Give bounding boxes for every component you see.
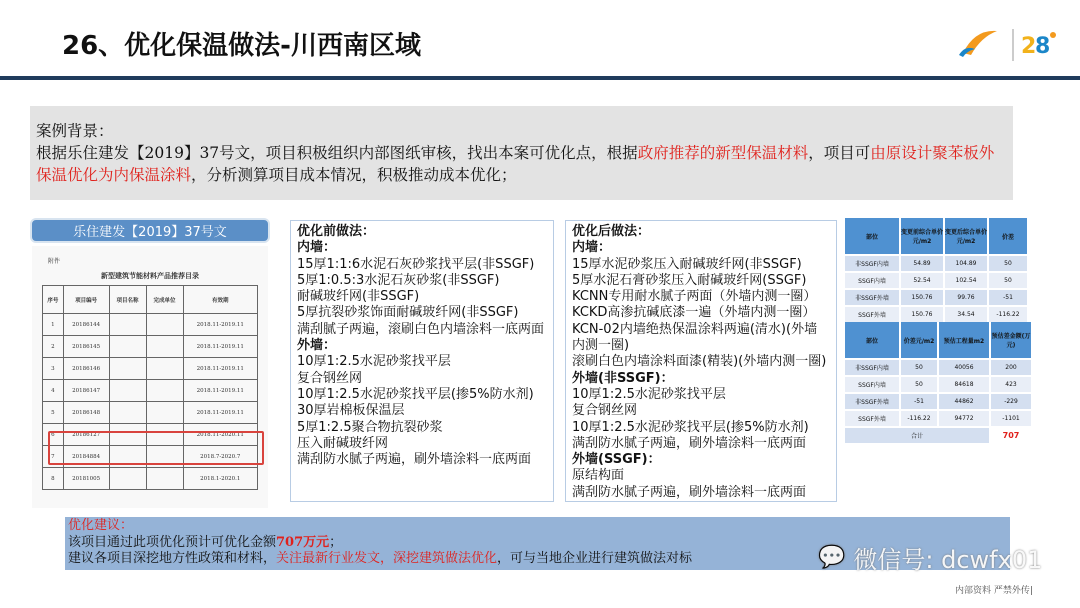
doc-cell: 5 xyxy=(43,402,64,424)
method-line: 15厚1:1:6水泥石灰砂浆找平层(非SSGF) xyxy=(297,256,535,272)
doc-cell: 2018.7-2020.7 xyxy=(183,446,257,468)
table-cell: 54.89 xyxy=(901,256,943,271)
doc-column-header: 完成单位 xyxy=(146,286,183,314)
table-cell: 50 xyxy=(901,377,937,392)
doc-cell: 2018.11-2020.11 xyxy=(183,424,257,446)
doc-cell: 6 xyxy=(43,424,64,446)
table-cell: 40056 xyxy=(939,360,989,375)
doc-cell xyxy=(146,380,183,402)
doc-cell: 2018.11-2019.11 xyxy=(183,314,257,336)
doc-row xyxy=(43,468,258,490)
total-value: 707 xyxy=(991,428,1031,443)
table-cell: 非SSGF外墙 xyxy=(845,290,899,305)
column-header: 变更后综合单价元/m2 xyxy=(945,218,987,254)
column-header: 部位 xyxy=(845,218,899,254)
text: 建议各项目深挖地方性政策和材料， xyxy=(68,551,277,566)
section-label: 外墙(非SSGF)： xyxy=(572,370,674,386)
doc-cell: 2018.1-2020.1 xyxy=(183,468,257,490)
table-cell: 150.76 xyxy=(901,307,943,322)
table-cell: 423 xyxy=(991,377,1031,392)
attachment-label: 附件 xyxy=(48,258,61,265)
page-title: 26、优化保温做法-川西南区域 xyxy=(62,31,421,61)
doc-column-header: 项目名称 xyxy=(109,286,146,314)
total-row xyxy=(845,428,1031,443)
method-line: KCN-02内墙绝热保温涂料两遍(清水)(外墙内测一圈) xyxy=(572,321,818,354)
doc-cell: 8 xyxy=(43,468,64,490)
table-cell: 84618 xyxy=(939,377,989,392)
doc-cell: 2018.11-2019.11 xyxy=(183,336,257,358)
doc-row xyxy=(43,336,258,358)
table-cell: 非SSGF内墙 xyxy=(845,256,899,271)
doc-cell: 20184884 xyxy=(63,446,109,468)
method-line: 10厚1:2.5水泥砂浆找平层(掺5%防水剂) xyxy=(572,419,809,435)
method-line: KCKD高渗抗碱底漆一遍（外墙内测一圈） xyxy=(572,305,816,321)
total-label: 合计 xyxy=(845,428,989,443)
table-cell: -1101 xyxy=(991,411,1031,426)
table-cell: 94772 xyxy=(939,411,989,426)
footer-note: 内部资料 严禁外传| xyxy=(955,586,1033,596)
doc-cell: 20181005 xyxy=(63,468,109,490)
svg-text:2: 2 xyxy=(1021,34,1037,59)
table-cell: 50 xyxy=(989,256,1027,271)
advice-label: 优化建议： xyxy=(68,518,134,533)
doc-cell xyxy=(146,314,183,336)
box-heading: 优化前做法： xyxy=(297,224,376,239)
doc-cell xyxy=(109,468,146,490)
table-cell: -116.22 xyxy=(989,307,1027,322)
doc-row xyxy=(43,402,258,424)
method-line: KCNN专用耐水腻子两面（外墙内测一圈） xyxy=(572,289,817,305)
highlight-text: 由原设计聚苯板外保温优化为内保温涂料 xyxy=(36,144,995,184)
doc-column-header: 序号 xyxy=(43,286,64,314)
table-cell: 200 xyxy=(991,360,1031,375)
method-line: 10厚1:2.5水泥砂浆找平层(掺5%防水剂) xyxy=(297,386,534,402)
doc-cell: 1 xyxy=(43,314,64,336)
table-header-row xyxy=(845,322,1031,358)
case-background xyxy=(30,106,1013,200)
method-line: 10厚1:2.5水泥砂浆找平层 xyxy=(297,354,451,370)
table-cell: -229 xyxy=(991,394,1031,409)
text: ，分析测算项目成本情况，积极推动成本优化； xyxy=(191,166,517,184)
document-title-banner: 乐住建发【2019】37号文 xyxy=(30,218,270,243)
doc-cell: 2018.11-2019.11 xyxy=(183,380,257,402)
doc-column-header: 有效期 xyxy=(183,286,257,314)
method-line: 30厚岩棉板保温层 xyxy=(297,403,405,419)
doc-column-header: 项目编号 xyxy=(63,286,109,314)
unit-price-table xyxy=(843,216,1029,324)
doc-cell: 7 xyxy=(43,446,64,468)
table-cell: 99.76 xyxy=(945,290,987,305)
text: ，项目可 xyxy=(808,144,871,162)
method-line: 滚刷白色内墙涂料面漆(精装)(外墙内测一圈) xyxy=(572,354,827,370)
background-text xyxy=(36,142,1007,186)
table-cell: SSGF内墙 xyxy=(845,273,899,288)
method-line: 耐碱玻纤网(非SSGF) xyxy=(297,289,420,305)
method-line: 压入耐碱玻纤网 xyxy=(297,435,389,451)
method-line: 满刮防水腻子两遍，刷外墙涂料一底两面 xyxy=(572,435,807,451)
table-row xyxy=(845,273,1027,288)
column-header: 预估工程量m2 xyxy=(939,322,989,358)
document-table-title: 新型建筑节能材料产品推荐目录 xyxy=(101,271,199,280)
background-label: 案例背景： xyxy=(36,122,114,140)
doc-cell: 2018.11-2019.11 xyxy=(183,402,257,424)
column-header: 变更前综合单价元/m2 xyxy=(901,218,943,254)
doc-cell: 20186148 xyxy=(63,402,109,424)
doc-cell xyxy=(109,314,146,336)
table-cell: -51 xyxy=(989,290,1027,305)
method-line: 5厚1:0.5:3水泥石灰砂浆(非SSGF) xyxy=(297,272,500,288)
section-label: 内墙： xyxy=(572,240,612,256)
table-cell: 非SSGF外墙 xyxy=(845,394,899,409)
box-heading: 优化后做法： xyxy=(572,224,651,239)
text: 该项目通过此项优化预计可优化金额 xyxy=(68,534,277,550)
doc-cell xyxy=(146,358,183,380)
table-cell: 52.54 xyxy=(901,273,943,288)
doc-row xyxy=(43,314,258,336)
doc-cell xyxy=(109,380,146,402)
method-line: 复合钢丝网 xyxy=(297,370,363,386)
table-cell: -116.22 xyxy=(901,411,937,426)
doc-cell xyxy=(146,402,183,424)
table-cell: 50 xyxy=(989,273,1027,288)
cost-difference-table xyxy=(843,320,1033,445)
highlight-text: 关注最新行业发文，深挖建筑做法优化 xyxy=(276,551,498,566)
doc-cell: 20186127 xyxy=(63,424,109,446)
section-label: 外墙(SSGF)： xyxy=(572,452,661,468)
table-row xyxy=(845,377,1031,392)
table-row xyxy=(845,290,1027,305)
doc-cell xyxy=(109,402,146,424)
doc-cell: 2 xyxy=(43,336,64,358)
table-cell: SSGF外墙 xyxy=(845,307,899,322)
doc-cell: 20186145 xyxy=(63,336,109,358)
table-cell: 102.54 xyxy=(945,273,987,288)
after-optimization-box xyxy=(565,220,837,502)
method-line: 满刮防水腻子两遍，刷外墙涂料一底两面 xyxy=(297,452,532,468)
section-label: 外墙： xyxy=(297,338,337,354)
watermark xyxy=(818,540,1042,575)
wechat-icon: 💬 xyxy=(818,545,846,570)
doc-cell: 20186147 xyxy=(63,380,109,402)
table-cell: 50 xyxy=(901,360,937,375)
table-cell: 44862 xyxy=(939,394,989,409)
doc-cell xyxy=(109,358,146,380)
column-header: 价差 xyxy=(989,218,1027,254)
header-divider xyxy=(0,76,1080,80)
doc-row xyxy=(43,380,258,402)
table-row xyxy=(845,394,1031,409)
highlight-box xyxy=(48,431,264,465)
table-cell: SSGF内墙 xyxy=(845,377,899,392)
doc-cell xyxy=(109,336,146,358)
text: 根据乐住建发【2019】37号文，项目积极组织内部图纸审核，找出本案可优化点，根据 xyxy=(36,144,638,162)
method-line: 5厚抗裂砂浆饰面耐碱玻纤网(非SSGF) xyxy=(297,305,519,321)
doc-cell: 20186146 xyxy=(63,358,109,380)
table-cell: SSGF外墙 xyxy=(845,411,899,426)
text: ，可与当地企业进行建筑做法对标 xyxy=(497,551,693,566)
doc-cell xyxy=(146,468,183,490)
table-header-row xyxy=(845,218,1027,254)
table-cell: -51 xyxy=(901,394,937,409)
column-header: 价差元/m2 xyxy=(901,322,937,358)
company-logo xyxy=(955,25,1075,65)
highlight-text: 政府推荐的新型保温材料 xyxy=(637,144,809,162)
column-header: 部位 xyxy=(845,322,899,358)
table-row xyxy=(845,360,1031,375)
method-line: 原结构面 xyxy=(572,468,625,484)
doc-cell: 2018.11-2019.11 xyxy=(183,358,257,380)
section-label: 内墙： xyxy=(297,240,337,256)
svg-text:8: 8 xyxy=(1035,34,1051,59)
column-header: 预估差金额(万元) xyxy=(991,322,1031,358)
amount: 707万元 xyxy=(276,534,330,550)
doc-cell: 20186144 xyxy=(63,314,109,336)
table-cell: 150.76 xyxy=(901,290,943,305)
watermark-text: 微信号: dcwfx01 xyxy=(853,546,1043,574)
method-line: 10厚1:2.5水泥砂浆找平层 xyxy=(572,386,726,402)
before-optimization-box xyxy=(290,220,554,502)
table-cell: 34.54 xyxy=(945,307,987,322)
doc-cell: 4 xyxy=(43,380,64,402)
table-cell: 104.89 xyxy=(945,256,987,271)
table-cell: 非SSGF内墙 xyxy=(845,360,899,375)
method-line: 满刮腻子两遍，滚刷白色内墙涂料一底两面 xyxy=(297,321,545,337)
doc-cell: 3 xyxy=(43,358,64,380)
table-row xyxy=(845,411,1031,426)
method-line: 满刮防水腻子两遍，刷外墙涂料一底两面 xyxy=(572,484,807,500)
method-line: 5厚1:2.5聚合物抗裂砂浆 xyxy=(297,419,443,435)
method-line: 5厚水泥石膏砂浆压入耐碱玻纤网(SSGF) xyxy=(572,272,807,288)
document-image xyxy=(32,246,268,508)
doc-cell xyxy=(146,336,183,358)
method-line: 15厚水泥砂浆压入耐碱玻纤网(非SSGF) xyxy=(572,256,802,272)
doc-row xyxy=(43,358,258,380)
table-row xyxy=(845,256,1027,271)
text: ； xyxy=(329,534,343,550)
method-line: 复合钢丝网 xyxy=(572,403,638,419)
